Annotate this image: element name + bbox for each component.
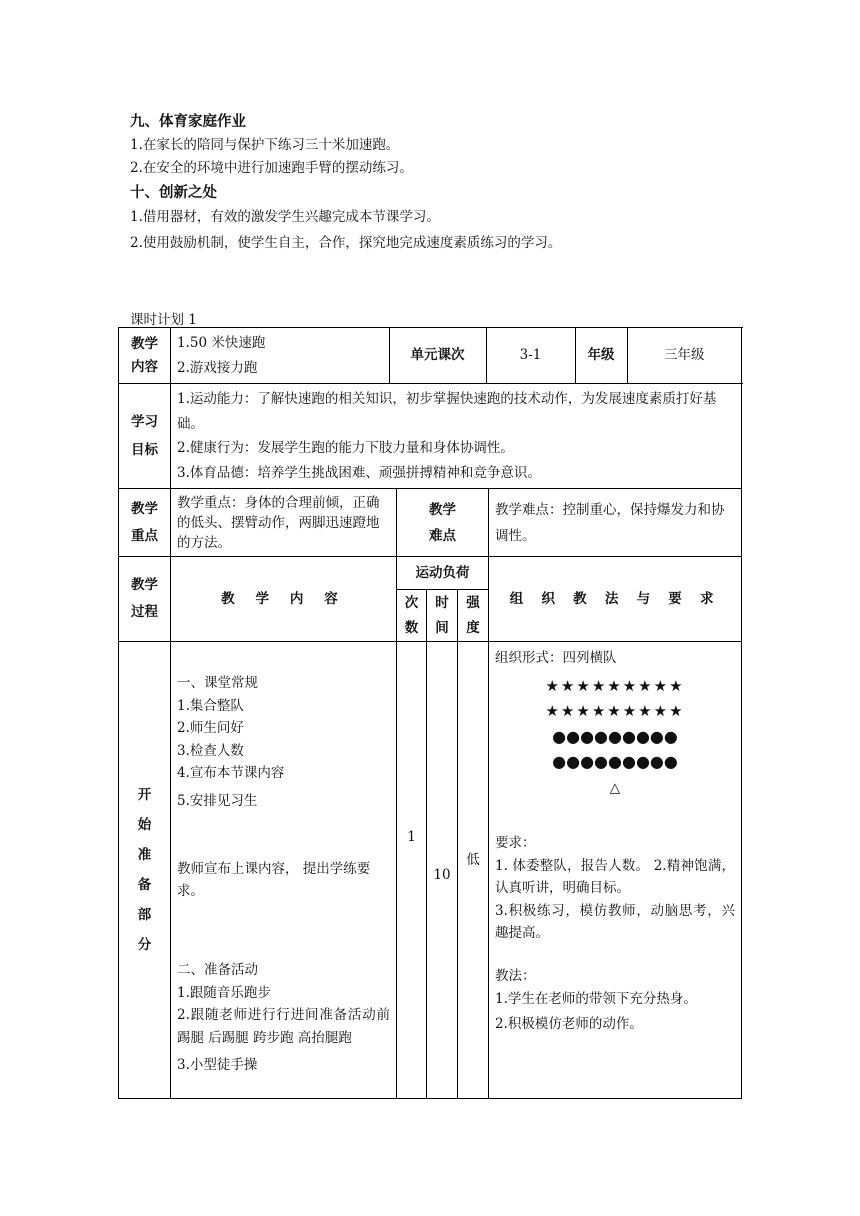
formation-row-stars: ★★★★★★★★★ (545, 677, 685, 695)
content-items: 1.50 米快速跑 2.游戏接力跑 (171, 328, 389, 383)
header-intensity: 强 度 (458, 590, 489, 642)
header-teaching-content: 教 学 内 容 (171, 557, 397, 642)
warmup-item: 2.跟随老师进行行进间准备活动前踢腿 后踢腿 跨步跑 高抬腿跑 (177, 1007, 390, 1046)
formation-row-dots: ●●●●●●●●● (552, 727, 678, 746)
key-points-text: 教学重点：身体的合理前倾，正确的低头、摆臂动作，两脚迅速蹬地的方法。 (171, 489, 397, 557)
lesson-plan-table (118, 327, 742, 1099)
homework-heading: 九、体育家庭作业 (130, 114, 246, 130)
routine-item: 3.检查人数 (177, 742, 244, 759)
formation-row-stars: ★★★★★★★★★ (545, 702, 685, 720)
warmup-item: 3.小型徒手操 (177, 1057, 258, 1073)
requirement-item: 3.积极练习，模仿教师，动脑思考，兴趣提高。 (495, 902, 735, 941)
label-key-points: 教学 重点 (119, 489, 171, 557)
header-time: 时 间 (427, 590, 458, 642)
label-difficult-points: 教学 难点 (397, 489, 489, 557)
goal-1: 1.运动能力：了解快速跑的相关知识，初步掌握快速跑的技术动作，为发展速度素质打好基础。 (177, 391, 717, 432)
label-preparation-section: 开 始 准 备 部 分 (119, 642, 171, 1099)
method-item: 1.学生在老师的带领下充分热身。 (495, 991, 697, 1007)
formation-row-dots: ●●●●●●●●● (552, 752, 678, 771)
routine-item: 1.集合整队 (177, 697, 244, 714)
homework-item-2: 2.在安全的环境中进行加速跑手臂的摆动练习。 (130, 160, 413, 176)
row-preparation-section (119, 642, 742, 1099)
organization-form: 组织形式：四列横队 (495, 650, 617, 666)
innovation-heading: 十、创新之处 (130, 185, 217, 201)
row-process-header (119, 557, 742, 590)
method-title: 教法： (495, 967, 536, 984)
warmup-title: 二、准备活动 (177, 962, 258, 978)
row-learning-goals (119, 384, 742, 489)
innovation-item-2: 2.使用鼓励机制，使学生自主，合作，探究地完成速度素质练习的学习。 (130, 235, 562, 251)
routine-item: 4.宣布本节课内容 (177, 765, 285, 781)
homework-item-1: 1.在家长的陪同与保护下练习三十米加速跑。 (130, 137, 400, 153)
routine-item: 5.安排见习生 (177, 792, 258, 809)
organization-cell (489, 642, 742, 1099)
label-teaching-content: 教学 内容 (119, 328, 171, 384)
routine-item: 2.师生问好 (177, 720, 244, 736)
label-grade: 年级 (575, 328, 627, 383)
routine-title: 一、课堂常规 (177, 675, 258, 691)
label-unit: 单元课次 (389, 328, 486, 383)
row-key-points (119, 489, 742, 557)
requirements-title: 要求： (495, 835, 536, 851)
requirement-item: 1. 体委整队，报告人数。 2.精神饱满，认真听讲，明确目标。 (495, 857, 735, 896)
teacher-position-icon: △ (609, 780, 621, 796)
innovation-item-1: 1.借用器材，有效的激发学生兴趣完成本节课学习。 (130, 209, 440, 225)
difficult-points-text: 教学难点：控制重心，保持爆发力和协调性。 (489, 489, 742, 557)
header-organization: 组 织 教 法 与 要 求 (489, 557, 742, 642)
count-value: 1 (397, 642, 427, 1099)
preparation-content (171, 642, 397, 1099)
row-teaching-content (119, 328, 742, 384)
header-count: 次 数 (397, 590, 427, 642)
unit-value: 3-1 (486, 328, 575, 383)
label-teaching-process: 教学 过程 (119, 557, 171, 642)
grade-value: 三年级 (664, 347, 705, 363)
method-item: 2.积极模仿老师的动作。 (495, 1016, 643, 1032)
intensity-value: 低 (458, 642, 489, 1099)
goals-list (171, 384, 742, 489)
warmup-item: 1.跟随音乐跑步 (177, 984, 271, 1001)
table-caption: 课时计划 1 (130, 312, 197, 328)
time-value: 10 (427, 642, 458, 1099)
label-learning-goals: 学习 目标 (119, 384, 171, 489)
goal-3: 3.体育品德：培养学生挑战困难、顽强拼搏精神和竞争意识。 (177, 464, 541, 481)
header-exercise-load: 运动负荷 (397, 557, 489, 590)
teacher-announcement: 教师宣布上课内容， 提出学练要求。 (177, 861, 371, 899)
goal-2: 2.健康行为：发展学生跑的能力下肢力量和身体协调性。 (177, 440, 514, 456)
